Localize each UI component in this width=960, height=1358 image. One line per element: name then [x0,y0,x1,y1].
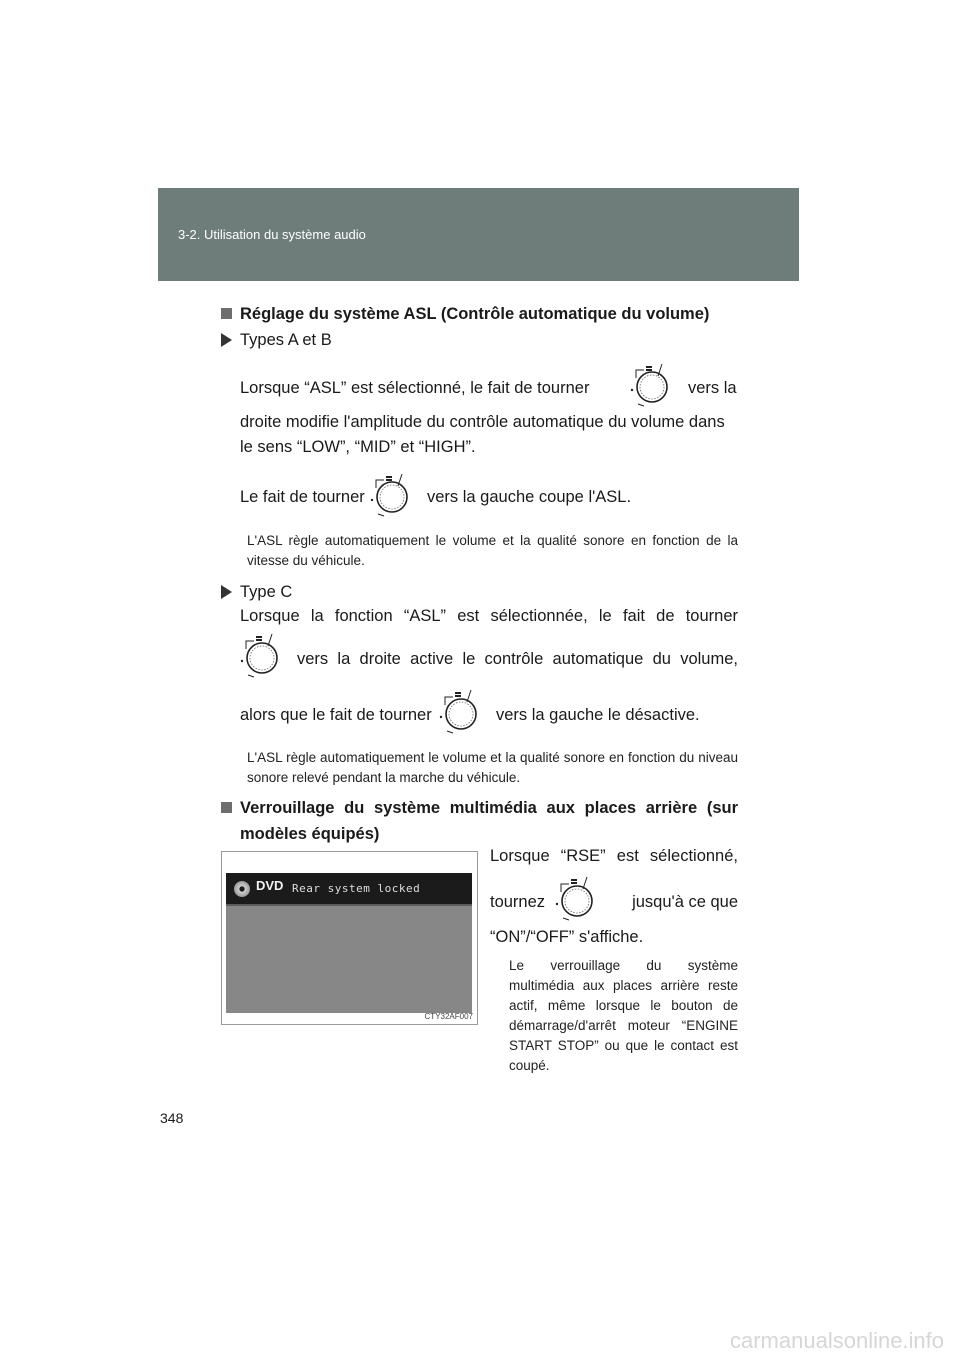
heading-bullet-icon [221,308,232,319]
disc-icon [234,881,250,897]
rear-system-screen-illustration [221,851,478,1025]
types-ab-text-1a: Lorsque “ASL” est sélectionné, le fait de tourner [240,379,590,397]
tune-knob-icon [368,470,412,520]
type-c-text-2: vers la droite active le contrôle automatique du volume, [297,650,738,668]
types-ab-label: Types A et B [240,331,332,349]
types-ab-text-1b: vers la [688,379,737,397]
screen-display [226,873,472,1013]
type-c-text-3b: vers la gauche le désactive. [496,706,700,724]
types-ab-text-4b: vers la gauche coupe l'ASL. [427,488,632,506]
rse-text-1: Lorsque “RSE” est sélectionné, [490,847,738,865]
type-c-label: Type C [240,583,293,601]
screen-title-bar [226,873,472,906]
types-ab-text-4a: Le fait de tourner [240,488,365,506]
type-c-text-1: Lorsque la fonction “ASL” est sélectionnée, le fait de tourner [240,607,738,625]
site-watermark: carmanualsonline.info [730,1328,945,1353]
dvd-logo: DVD [256,878,284,893]
tune-knob-icon [238,630,282,682]
rse-heading: Verrouillage du système multimédia aux places arrière (sur modèles équipés) [240,799,738,843]
type-c-text-3a: alors que le fait de tourner [240,706,432,724]
image-reference-code: CTY32AF007 [424,1012,473,1021]
rear-system-locked-message: Rear system locked [292,882,421,895]
types-ab-text-3: le sens “LOW”, “MID” et “HIGH”. [240,438,476,456]
rse-text-3: “ON”/“OFF” s'affiche. [490,928,644,946]
tune-knob-icon [628,360,672,410]
asl-heading: Réglage du système ASL (Contrôle automatique du volume) [240,305,710,323]
arrow-bullet-icon [221,333,232,347]
rse-note: Le verrouillage du système multimédia aux places arrière reste actif, même lorsque le bouton de démarrage/d'arrêt moteur “ENGINE START STOP” ou que le contact est coupé. [509,958,738,1073]
section-title: 3-2. Utilisation du système audio [178,227,366,242]
rse-text-2a: tournez [490,893,546,911]
types-ab-text-2: droite modifie l'amplitude du contrôle automatique du volume dans [240,413,725,431]
type-c-note: L'ASL règle automatiquement le volume et la qualité sonore en fonction du niveau sonore relevé pendant la marche du véhicule. [247,750,738,785]
page-number: 348 [160,1110,184,1126]
arrow-bullet-icon [221,585,232,599]
tune-knob-icon [553,873,597,925]
tune-knob-icon [437,686,481,738]
heading-bullet-icon [221,802,232,813]
types-ab-note: L'ASL règle automatiquement le volume et la qualité sonore en fonction de la vitesse du véhicule. [247,533,738,568]
section-header-band [158,188,799,281]
rse-text-2b: jusqu'à ce que [632,893,738,911]
